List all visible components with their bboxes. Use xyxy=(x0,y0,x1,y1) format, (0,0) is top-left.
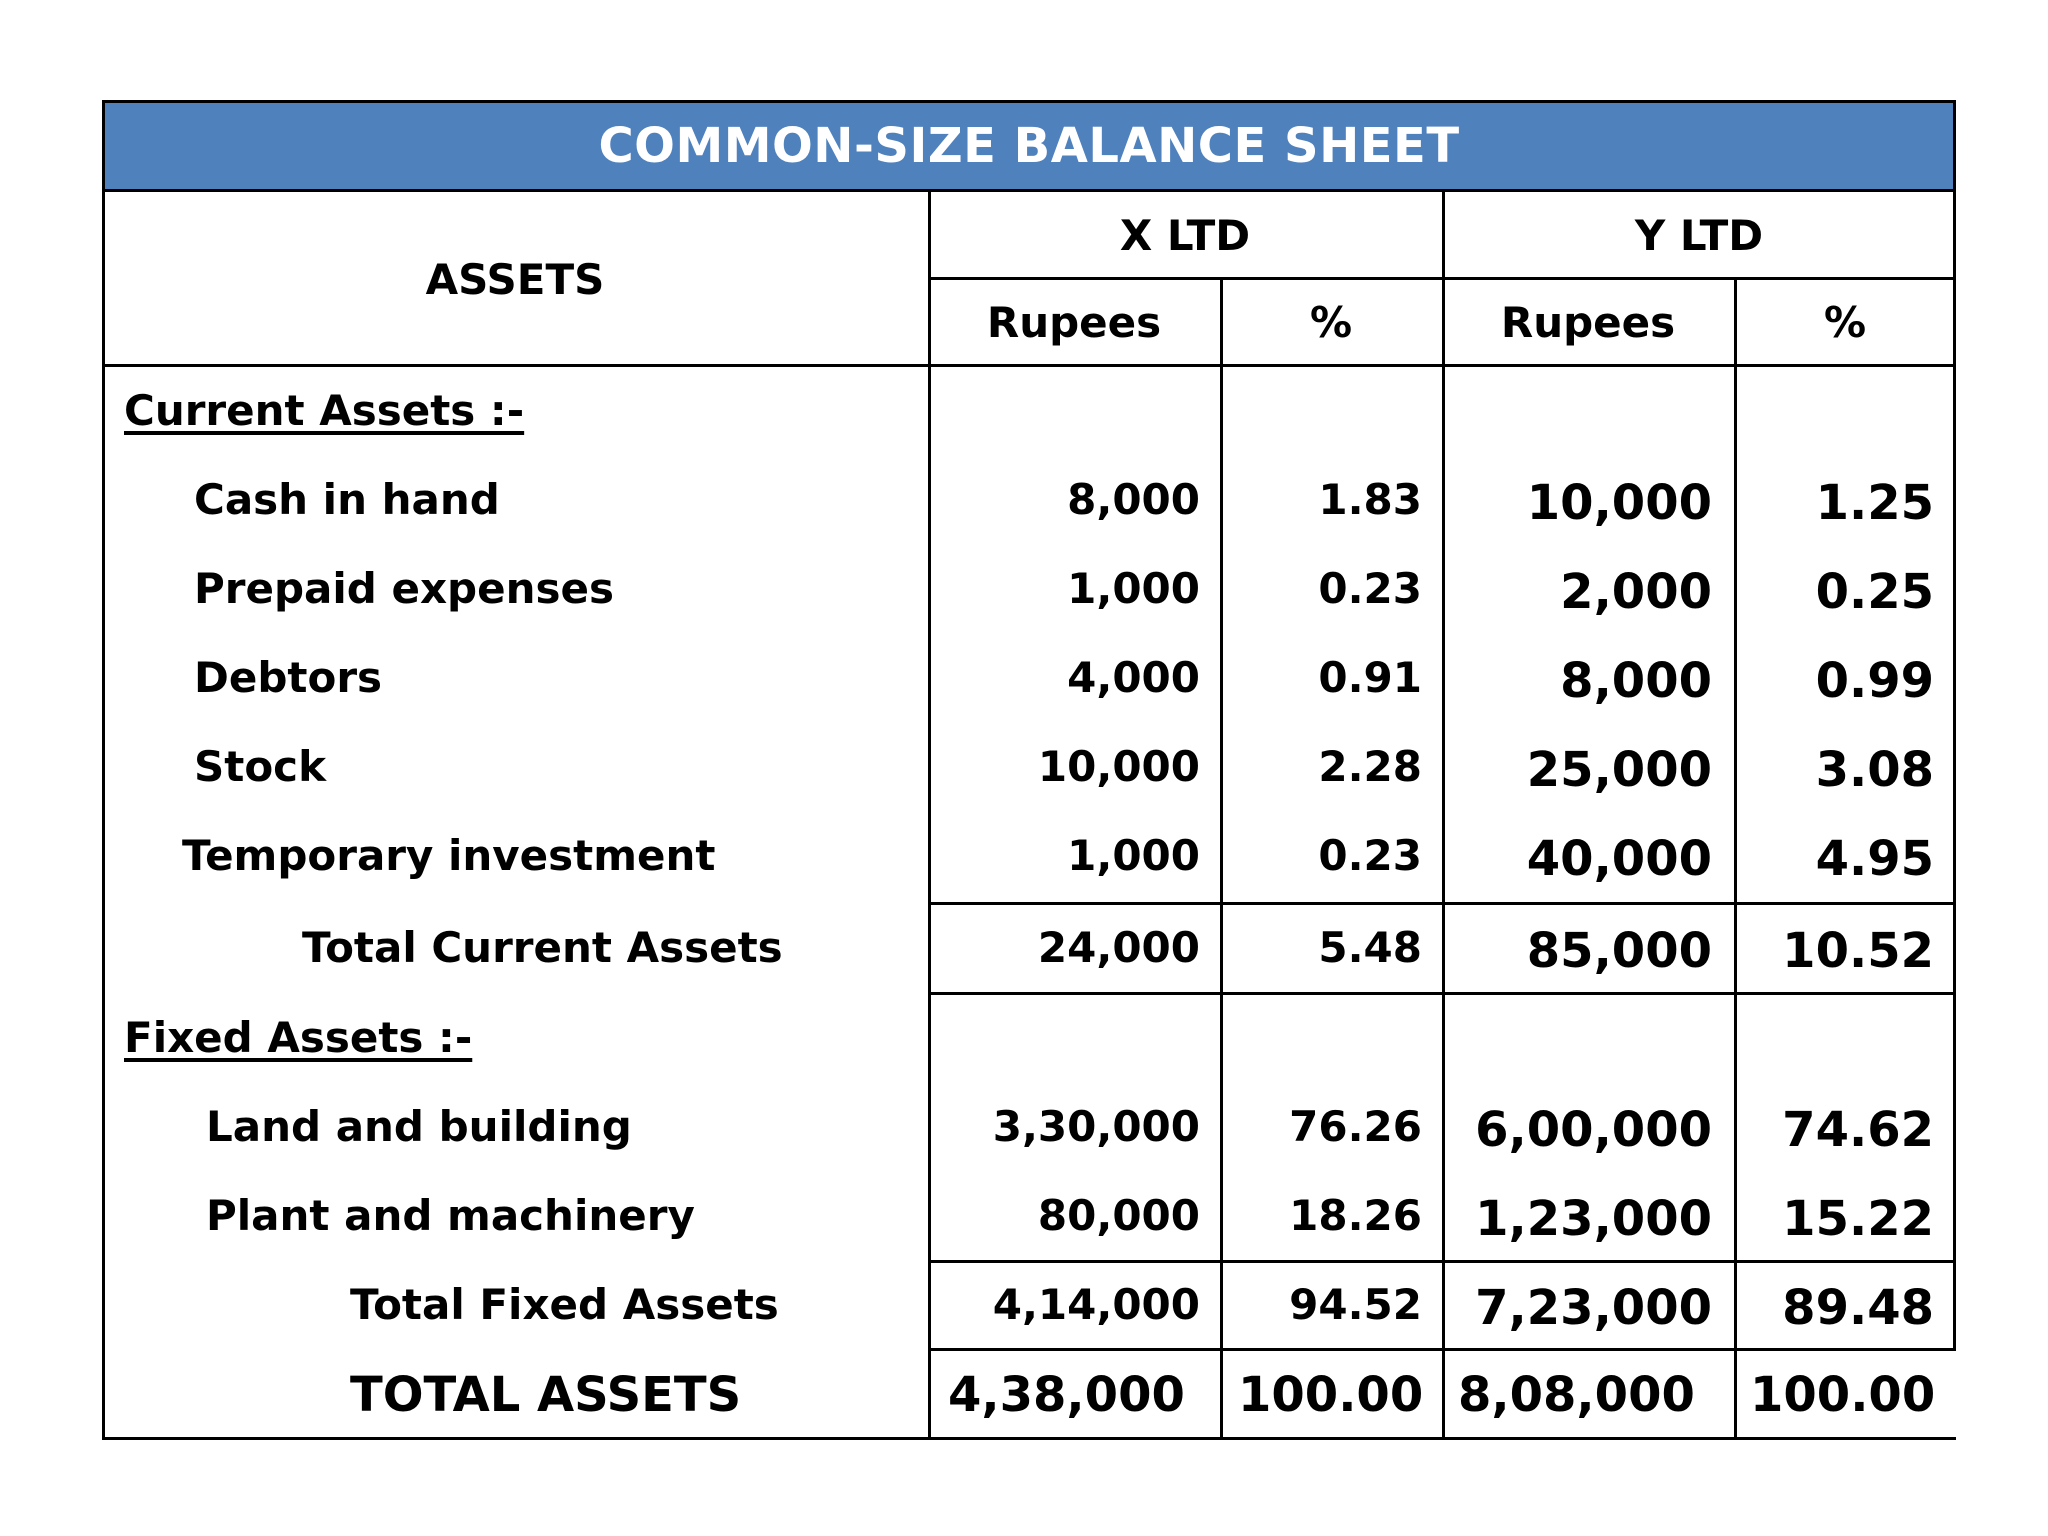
row-label: Stock xyxy=(194,742,327,791)
current-row-x-percent: 0.91 xyxy=(1318,653,1422,702)
row-label: Land and building xyxy=(206,1102,632,1151)
total-current-y-percent: 10.52 xyxy=(1782,922,1934,979)
x-ltd-header: X LTD xyxy=(1119,211,1251,260)
fixed-row-x-rupees: 80,000 xyxy=(1037,1191,1200,1240)
grand-y-rupees: 8,08,000 xyxy=(1458,1367,1695,1423)
current-row-y-percent: 3.08 xyxy=(1815,741,1934,798)
y-percent-header: % xyxy=(1823,298,1867,347)
total-fixed-y-rupees: 7,23,000 xyxy=(1475,1279,1712,1336)
current-row-x-rupees: 8,000 xyxy=(1067,475,1200,524)
row-label: Debtors xyxy=(194,653,383,702)
current-row-x-rupees: 1,000 xyxy=(1067,564,1200,613)
total-current-x-rupees: 24,000 xyxy=(1037,923,1200,972)
x-percent-header: % xyxy=(1309,298,1353,347)
fixed-row-x-percent: 76.26 xyxy=(1289,1102,1422,1151)
row-label: Plant and machinery xyxy=(206,1191,695,1240)
current-row-x-rupees: 10,000 xyxy=(1037,742,1200,791)
total-current-bottom-rule xyxy=(928,992,1956,995)
total-fixed-x-rupees: 4,14,000 xyxy=(992,1280,1200,1329)
grand-y-percent: 100.00 xyxy=(1750,1367,1936,1423)
fixed-row-x-percent: 18.26 xyxy=(1289,1191,1422,1240)
current-row-x-percent: 1.83 xyxy=(1318,475,1422,524)
border-left xyxy=(102,192,105,1440)
current-row-y-rupees: 10,000 xyxy=(1526,474,1712,531)
total-fixed-assets-label: Total Fixed Assets xyxy=(350,1280,779,1329)
current-row-y-percent: 0.25 xyxy=(1815,563,1934,620)
current-row-y-percent: 4.95 xyxy=(1815,830,1934,887)
current-row-y-rupees: 40,000 xyxy=(1526,830,1712,887)
current-row-x-percent: 2.28 xyxy=(1318,742,1422,791)
total-fixed-x-percent: 94.52 xyxy=(1289,1280,1422,1329)
balance-sheet-table xyxy=(102,100,1958,1440)
fixed-row-y-percent: 15.22 xyxy=(1782,1190,1934,1247)
assets-header: ASSETS xyxy=(425,254,605,304)
current-row-y-percent: 0.99 xyxy=(1815,652,1934,709)
current-row-y-percent: 1.25 xyxy=(1815,474,1934,531)
current-assets-heading: Current Assets :- xyxy=(124,386,525,435)
table-title: COMMON-SIZE BALANCE SHEET xyxy=(102,100,1956,192)
total-assets-label: TOTAL ASSETS xyxy=(350,1367,742,1423)
fixed-row-x-rupees: 3,30,000 xyxy=(992,1102,1200,1151)
current-row-x-percent: 0.23 xyxy=(1318,831,1422,880)
total-current-x-percent: 5.48 xyxy=(1318,923,1422,972)
x-rupees-header: Rupees xyxy=(986,298,1162,347)
row-label: Temporary investment xyxy=(182,831,716,880)
total-current-assets-label: Total Current Assets xyxy=(302,923,783,972)
current-row-y-rupees: 2,000 xyxy=(1560,563,1712,620)
y-ltd-header: Y LTD xyxy=(1634,211,1764,260)
current-row-y-rupees: 25,000 xyxy=(1526,741,1712,798)
fixed-row-y-rupees: 6,00,000 xyxy=(1475,1101,1712,1158)
row-label: Prepaid expenses xyxy=(194,564,614,613)
current-row-y-rupees: 8,000 xyxy=(1560,652,1712,709)
fixed-row-y-percent: 74.62 xyxy=(1782,1101,1934,1158)
y-rupees-header: Rupees xyxy=(1500,298,1676,347)
current-row-x-rupees: 4,000 xyxy=(1067,653,1200,702)
fixed-assets-heading: Fixed Assets :- xyxy=(124,1013,473,1062)
current-row-x-rupees: 1,000 xyxy=(1067,831,1200,880)
total-current-y-rupees: 85,000 xyxy=(1526,922,1712,979)
grand-x-rupees: 4,38,000 xyxy=(948,1367,1185,1423)
grand-x-percent: 100.00 xyxy=(1238,1367,1424,1423)
fixed-row-y-rupees: 1,23,000 xyxy=(1475,1190,1712,1247)
row-label: Cash in hand xyxy=(194,475,500,524)
total-fixed-y-percent: 89.48 xyxy=(1782,1279,1934,1336)
current-row-x-percent: 0.23 xyxy=(1318,564,1422,613)
